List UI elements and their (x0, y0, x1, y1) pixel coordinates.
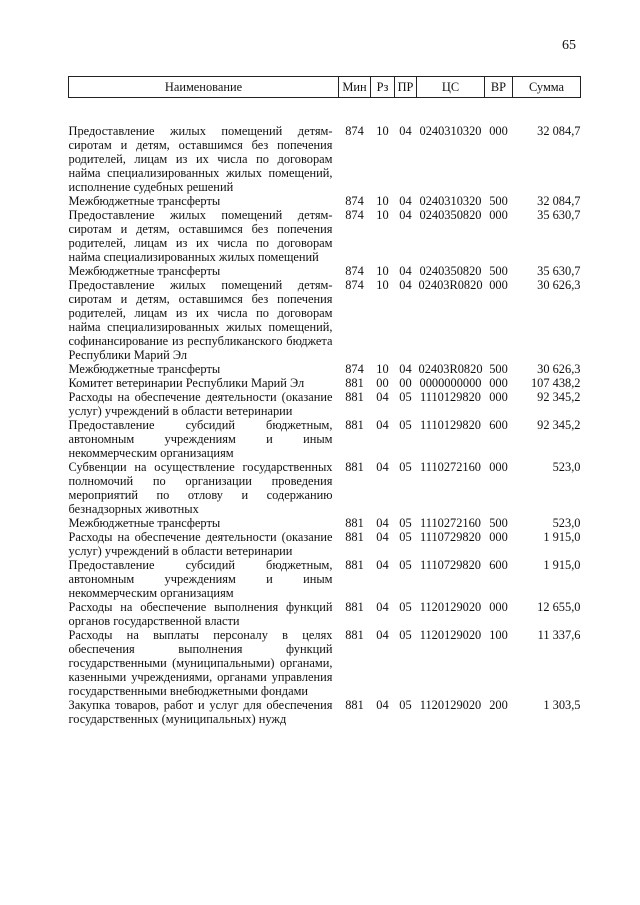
cell-cs: 1110129820 (419, 390, 482, 404)
cell-vr: 500 (489, 194, 508, 208)
cell-rz: 10 (376, 194, 389, 208)
cell-rz: 04 (376, 558, 389, 572)
page-number: 65 (562, 38, 576, 53)
cell-rz: 00 (376, 376, 389, 390)
cell-rz: 04 (376, 698, 389, 712)
cell-rz: 10 (376, 278, 389, 292)
table-row (69, 698, 581, 726)
cell-name: Межбюджетные трансферты (68, 362, 221, 376)
cell-vr: 500 (489, 516, 508, 530)
cell-cs: 02403R0820 (418, 278, 483, 292)
cell-cs: 1110729820 (419, 558, 482, 572)
cell-name: Предоставление жилых помещений детям-сиротам и детям, оставшимся без попечения родителей, лицам из их числа по договорам найма специализированных жилых помещений, софинансирование из республиканского бюджета Республики Марий Эл (68, 278, 333, 362)
cell-min: 881 (345, 558, 364, 572)
cell-min: 874 (345, 124, 364, 138)
cell-name: Предоставление субсидий бюджетным, автономным учреждениям и иным некоммерческим организациям (68, 418, 333, 460)
cell-pr: 04 (399, 278, 412, 292)
cell-cs: 1120129020 (419, 600, 482, 614)
cell-min: 881 (345, 460, 364, 474)
cell-cs: 0240310320 (419, 194, 482, 208)
header-vr: ВР (485, 77, 513, 98)
cell-rz: 04 (376, 390, 389, 404)
table-body (69, 98, 581, 727)
cell-pr: 05 (399, 516, 412, 530)
table-header (69, 77, 581, 98)
cell-vr: 000 (489, 530, 508, 544)
cell-rz: 10 (376, 362, 389, 376)
cell-name: Субвенции на осуществление государственных полномочий по организации проведения мероприятий по отлову и содержанию безнадзорных животных (68, 460, 333, 516)
cell-pr: 05 (399, 418, 412, 432)
cell-name: Предоставление жилых помещений детям-сиротам и детям, оставшимся без попечения родителей, лицам из их числа по договорам найма специализированных жилых помещений, исполнение судебных решений (68, 124, 333, 194)
cell-vr: 000 (489, 460, 508, 474)
cell-rz: 04 (376, 516, 389, 530)
table-row (69, 390, 581, 418)
cell-rz: 10 (376, 124, 389, 138)
cell-rz: 04 (376, 460, 389, 474)
cell-rz: 04 (376, 628, 389, 642)
cell-vr: 000 (489, 390, 508, 404)
cell-name: Предоставление жилых помещений детям-сиротам и детям, оставшимся без попечения родителей, лицам из их числа по договорам найма специализированных жилых помещений (68, 208, 333, 264)
cell-vr: 000 (489, 124, 508, 138)
cell-vr: 100 (489, 628, 508, 642)
cell-rz: 10 (376, 264, 389, 278)
table-row (69, 376, 581, 390)
cell-cs: 1120129020 (419, 698, 482, 712)
cell-vr: 600 (489, 418, 508, 432)
cell-pr: 04 (399, 194, 412, 208)
header-sum: Сумма (513, 77, 581, 98)
table-row (69, 516, 581, 530)
cell-name: Комитет ветеринарии Республики Марий Эл (68, 376, 305, 390)
table-row (69, 530, 581, 558)
table-row (69, 600, 581, 628)
cell-cs: 02403R0820 (418, 362, 483, 376)
cell-min: 881 (345, 516, 364, 530)
cell-sum: 32 084,7 (537, 194, 581, 208)
cell-sum: 1 915,0 (543, 558, 581, 572)
cell-name: Межбюджетные трансферты (68, 516, 221, 530)
cell-name: Расходы на обеспечение деятельности (оказание услуг) учреждений в области ветеринарии (68, 390, 333, 418)
cell-name: Межбюджетные трансферты (68, 264, 221, 278)
table-row (69, 418, 581, 460)
cell-cs: 0000000000 (419, 376, 482, 390)
cell-vr: 500 (489, 264, 508, 278)
cell-rz: 04 (376, 530, 389, 544)
header-rz: Рз (371, 77, 395, 98)
header-min: Мин (339, 77, 371, 98)
table-row (69, 264, 581, 278)
cell-min: 881 (345, 530, 364, 544)
cell-cs: 1110272160 (419, 516, 482, 530)
cell-min: 874 (345, 278, 364, 292)
cell-pr: 05 (399, 628, 412, 642)
cell-pr: 04 (399, 264, 412, 278)
cell-vr: 500 (489, 362, 508, 376)
cell-sum: 1 303,5 (543, 698, 581, 712)
cell-vr: 000 (489, 208, 508, 222)
header-pr: ПР (395, 77, 417, 98)
cell-min: 874 (345, 208, 364, 222)
cell-pr: 05 (399, 530, 412, 544)
cell-pr: 04 (399, 124, 412, 138)
cell-vr: 200 (489, 698, 508, 712)
header-name: Наименование (69, 77, 339, 98)
table-row (69, 194, 581, 208)
cell-min: 881 (345, 390, 364, 404)
cell-min: 881 (345, 418, 364, 432)
cell-cs: 1110129820 (419, 418, 482, 432)
cell-min: 881 (345, 376, 364, 390)
cell-min: 874 (345, 264, 364, 278)
cell-sum: 1 915,0 (543, 530, 581, 544)
cell-pr: 05 (399, 460, 412, 474)
cell-cs: 0240350820 (419, 208, 482, 222)
cell-pr: 00 (399, 376, 412, 390)
cell-rz: 04 (376, 418, 389, 432)
cell-name: Предоставление субсидий бюджетным, автономным учреждениям и иным некоммерческим организациям (68, 558, 333, 600)
cell-pr: 04 (399, 362, 412, 376)
cell-min: 881 (345, 698, 364, 712)
table-row (69, 278, 581, 362)
cell-min: 881 (345, 600, 364, 614)
cell-sum: 35 630,7 (537, 208, 581, 222)
cell-sum: 523,0 (552, 516, 581, 530)
cell-vr: 600 (489, 558, 508, 572)
table-row (69, 98, 581, 195)
cell-name: Межбюджетные трансферты (68, 194, 221, 208)
cell-name: Расходы на выплаты персоналу в целях обеспечения выполнения функций государственными (муниципальными) органами, казенными учреждениями, органами управления государственными внебюджетными фондами (68, 628, 333, 698)
header-row (69, 77, 581, 98)
header-cs: ЦС (417, 77, 485, 98)
cell-sum: 12 655,0 (537, 600, 581, 614)
table-row (69, 208, 581, 264)
cell-vr: 000 (489, 278, 508, 292)
table-row (69, 558, 581, 600)
table-row (69, 362, 581, 376)
cell-vr: 000 (489, 600, 508, 614)
cell-name: Закупка товаров, работ и услуг для обеспечения государственных (муниципальных) нужд (68, 698, 333, 726)
cell-cs: 0240350820 (419, 264, 482, 278)
table-row (69, 628, 581, 698)
cell-min: 881 (345, 628, 364, 642)
cell-pr: 04 (399, 208, 412, 222)
cell-cs: 1120129020 (419, 628, 482, 642)
cell-sum: 523,0 (552, 460, 581, 474)
cell-pr: 05 (399, 558, 412, 572)
cell-min: 874 (345, 194, 364, 208)
cell-sum: 30 626,3 (537, 362, 581, 376)
cell-name: Расходы на обеспечение выполнения функций органов государственной власти (68, 600, 333, 628)
cell-sum: 32 084,7 (537, 124, 581, 138)
cell-pr: 05 (399, 390, 412, 404)
table-row (69, 460, 581, 516)
cell-cs: 0240310320 (419, 124, 482, 138)
cell-cs: 1110729820 (419, 530, 482, 544)
cell-sum: 35 630,7 (537, 264, 581, 278)
budget-table (68, 76, 581, 726)
cell-sum: 11 337,6 (537, 628, 581, 642)
cell-sum: 92 345,2 (537, 390, 581, 404)
cell-vr: 000 (489, 376, 508, 390)
cell-pr: 05 (399, 600, 412, 614)
cell-sum: 30 626,3 (537, 278, 581, 292)
cell-pr: 05 (399, 698, 412, 712)
cell-sum: 92 345,2 (537, 418, 581, 432)
cell-rz: 10 (376, 208, 389, 222)
cell-cs: 1110272160 (419, 460, 482, 474)
cell-name: Расходы на обеспечение деятельности (оказание услуг) учреждений в области ветеринарии (68, 530, 333, 558)
cell-rz: 04 (376, 600, 389, 614)
cell-min: 874 (345, 362, 364, 376)
cell-sum: 107 438,2 (530, 376, 581, 390)
